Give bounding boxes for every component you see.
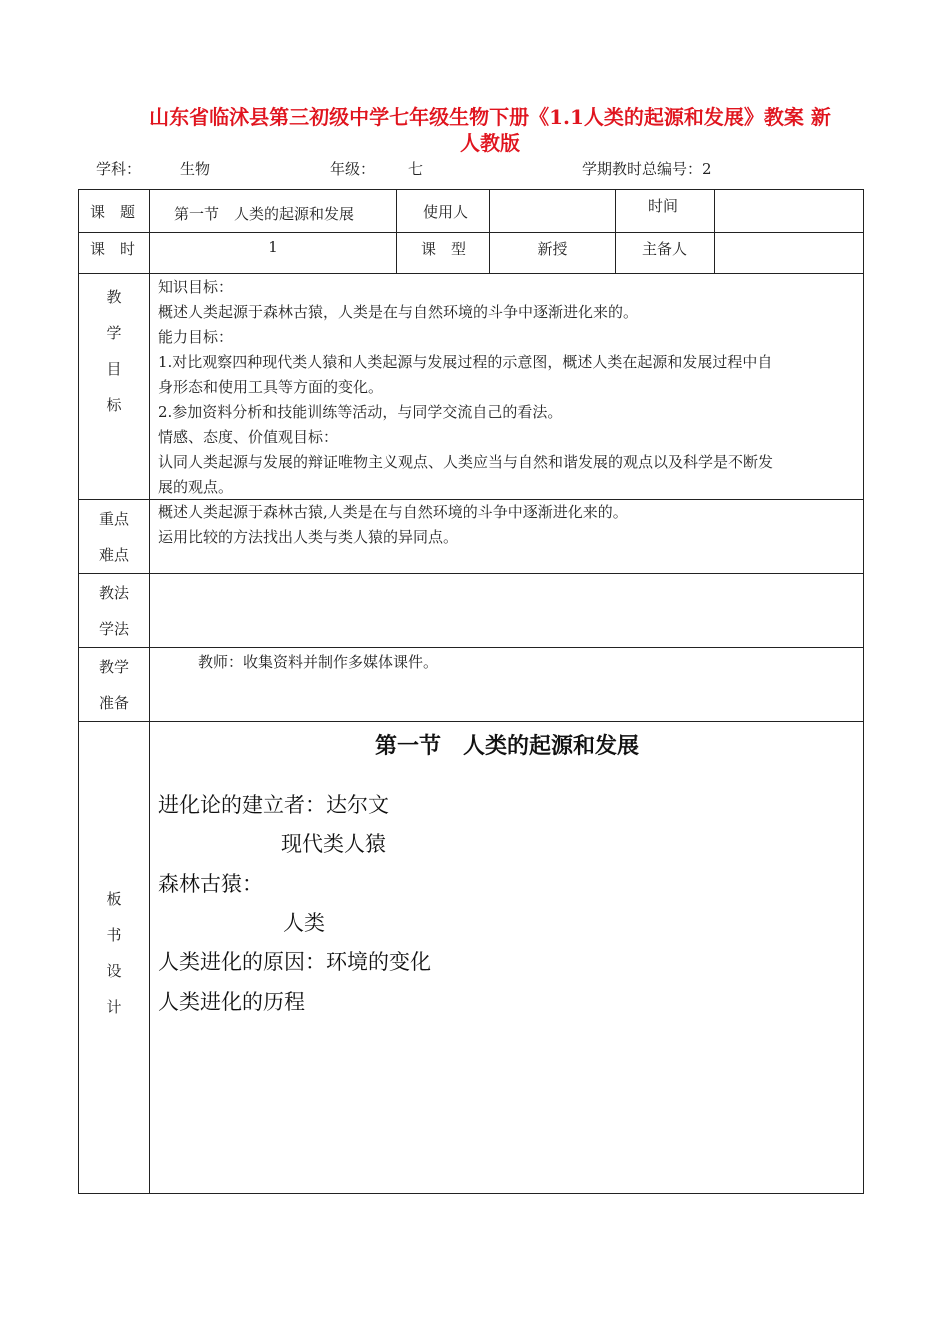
period-value: 1 [268, 238, 278, 256]
objective-line: 能力目标： [158, 328, 234, 346]
row-divider [78, 721, 864, 722]
row-divider [78, 573, 864, 574]
board-title: 第一节 人类的起源和发展 [374, 733, 639, 759]
table-border-bottom [78, 1193, 864, 1194]
board-line: 进化论的建立者：达尔文 [158, 793, 389, 817]
document-title-line-2: 人教版 [460, 131, 520, 155]
objective-line: 情感、态度、价值观目标： [158, 428, 339, 446]
topic-value: 第一节 人类的起源和发展 [174, 205, 355, 223]
board-line: 森林古猿： [158, 872, 263, 896]
lesson-plan-table [78, 189, 864, 1194]
board-line: 人类进化的原因：环境的变化 [158, 950, 431, 974]
subject-label: 学科： [96, 160, 142, 178]
column-divider [396, 189, 397, 273]
grade-label: 年级： [330, 160, 376, 178]
key-points-label: 重点 难点 [98, 510, 129, 564]
board-line: 现代类人猿 [281, 832, 386, 856]
preparation-text: 教师：收集资料并制作多媒体课件。 [198, 653, 439, 671]
objective-line: 2.参加资料分析和技能训练等活动，与同学交流自己的看法。 [158, 403, 563, 421]
table-border-right [863, 189, 864, 1194]
objective-line: 展的观点。 [158, 478, 234, 496]
row-divider [78, 647, 864, 648]
key-point-line: 概述人类起源于森林古猿,人类是在与自然环境的斗争中逐渐进化来的。 [158, 503, 628, 521]
topic-label: 课 题 [90, 203, 136, 221]
objective-line: 知识目标： [158, 278, 234, 296]
table-border-top [78, 189, 864, 190]
objective-line: 认同人类起源与发展的辩证唯物主义观点、人类应当与自然和谐发展的观点以及科学是不断发 [158, 453, 774, 471]
key-points-content [158, 500, 858, 550]
board-line: 人类 [283, 911, 325, 935]
document-title [100, 104, 880, 156]
row-divider [78, 273, 864, 274]
time-label: 时间 [648, 197, 679, 215]
lesson-type-label: 课 型 [421, 240, 467, 258]
preparer-label: 主备人 [641, 240, 687, 258]
user-label: 使用人 [423, 203, 469, 221]
objectives-label: 教 学 目 标 [106, 288, 122, 414]
methods-label: 教法 学法 [98, 584, 129, 638]
column-divider [615, 189, 616, 273]
subject-value: 生物 [180, 160, 211, 178]
objective-line: 1.对比观察四种现代类人猿和人类起源与发展过程的示意图，概述人类在起源和发展过程中自 [158, 353, 773, 371]
objectives-content [158, 275, 858, 500]
period-label: 课 时 [90, 240, 136, 258]
document-title-line-1: 山东省临沭县第三初级中学七年级生物下册《1.1人类的起源和发展》教案 新 [149, 105, 831, 129]
objective-line: 身形态和使用工具等方面的变化。 [158, 378, 384, 396]
board-design-label: 板 书 设 计 [106, 890, 122, 1016]
lesson-type-value: 新授 [537, 240, 568, 258]
grade-value: 七 [408, 160, 424, 178]
column-divider [489, 189, 490, 273]
preparation-label: 教学 准备 [98, 658, 129, 712]
objective-line: 概述人类起源于森林古猿，人类是在与自然环境的斗争中逐渐进化来的。 [158, 303, 639, 321]
serial-number-label: 学期教时总编号：2 [582, 160, 712, 178]
row-divider [78, 232, 864, 233]
key-point-line: 运用比较的方法找出人类与类人猿的异同点。 [158, 528, 459, 546]
column-divider [714, 189, 715, 273]
board-line: 人类进化的历程 [158, 990, 305, 1014]
